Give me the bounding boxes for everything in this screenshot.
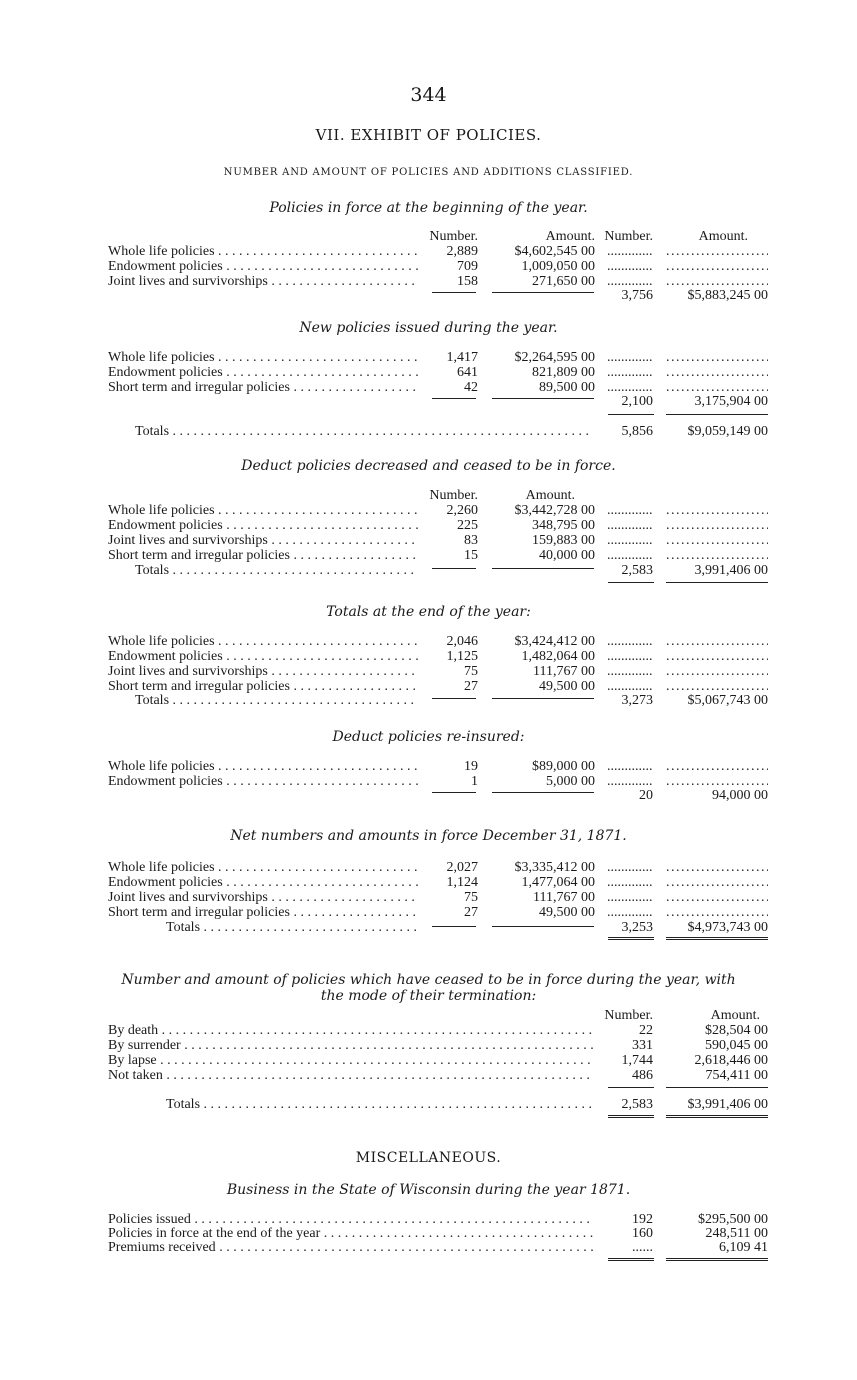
subtotal-amount: 94,000 00 — [712, 788, 768, 803]
sum-rule — [666, 582, 768, 583]
subtotal-number: 20 — [639, 788, 653, 803]
leader-dots — [607, 548, 653, 563]
row-label: Joint lives and survivorships . . . — [108, 533, 418, 548]
misc-subheading: Business in the State of Wisconsin during the year 1871. — [226, 1182, 631, 1198]
row-label: Whole life policies . . . — [108, 759, 418, 774]
row-number: 22 — [639, 1023, 653, 1038]
leader-dots — [666, 365, 768, 380]
row-label: Endowment policies . . . — [108, 774, 418, 789]
leader-dots — [607, 634, 653, 649]
subtotal-amount: 3,175,904 00 — [694, 394, 768, 409]
row-label: Endowment policies . . . — [108, 259, 418, 274]
row-amount: $89,000 00 — [532, 759, 595, 774]
leader-dots — [666, 259, 768, 274]
sum-rule — [666, 414, 768, 415]
table-row — [0, 875, 857, 890]
table-row — [0, 860, 857, 875]
totals-amount: $4,973,743 00 — [687, 920, 768, 935]
totals-row — [0, 1097, 857, 1112]
row-amount: 49,500 00 — [539, 905, 595, 920]
totals-label: Totals . . . — [166, 920, 418, 935]
col-header-number: Number. — [429, 488, 478, 503]
double-rule — [666, 1258, 768, 1261]
leader-dots — [607, 664, 653, 679]
row-label: Endowment policies . . . — [108, 649, 418, 664]
row-number: 42 — [464, 380, 478, 395]
table-row — [0, 679, 857, 694]
row-amount: $4,602,545 00 — [514, 244, 595, 259]
row-label: Policies in force at the end of the year . . . — [108, 1226, 593, 1241]
leader-dots — [607, 274, 653, 289]
row-number: 486 — [632, 1068, 653, 1083]
leader-dots — [607, 533, 653, 548]
row-label: Not taken . . . — [108, 1068, 593, 1083]
leader-dots — [666, 533, 768, 548]
row-number: 27 — [464, 679, 478, 694]
row-label: By surrender . . . — [108, 1038, 593, 1053]
row-amount: $295,500 00 — [698, 1212, 768, 1227]
row-number: 2,889 — [446, 244, 478, 259]
row-amount: 348,795 00 — [532, 518, 595, 533]
double-rule — [666, 937, 768, 940]
leader-dots — [666, 649, 768, 664]
totals-label: Totals . . . — [166, 1097, 596, 1112]
row-label: Short term and irregular policies . . . — [108, 380, 418, 395]
row-amount: 5,000 00 — [546, 774, 595, 789]
row-number: ...... — [632, 1240, 653, 1255]
row-amount: 40,000 00 — [539, 548, 595, 563]
leader-dots — [666, 380, 768, 395]
col-header-number: Number. — [604, 229, 653, 244]
row-label: Short term and irregular policies . . . — [108, 679, 418, 694]
row-amount: 590,045 00 — [705, 1038, 768, 1053]
leader-dots — [607, 503, 653, 518]
sum-rule — [608, 582, 654, 583]
row-amount: $3,424,412 00 — [514, 634, 595, 649]
leader-dots — [666, 664, 768, 679]
row-number: 2,260 — [446, 503, 478, 518]
subtotal-number: 2,100 — [621, 394, 653, 409]
leader-dots — [666, 548, 768, 563]
row-label: Endowment policies . . . — [108, 518, 418, 533]
row-number: 75 — [464, 664, 478, 679]
leader-dots — [666, 774, 768, 789]
row-label: Joint lives and survivorships . . . — [108, 664, 418, 679]
row-amount: 111,767 00 — [533, 890, 595, 905]
column-header-row — [0, 229, 857, 244]
row-number: 641 — [457, 365, 478, 380]
row-label: Whole life policies . . . — [108, 634, 418, 649]
leader-dots — [607, 774, 653, 789]
row-number: 709 — [457, 259, 478, 274]
totals-row — [0, 563, 857, 578]
leader-dots — [666, 274, 768, 289]
subtotal-number: 3,756 — [621, 288, 653, 303]
leader-dots — [607, 905, 653, 920]
totals-label: Totals . . . — [135, 424, 590, 439]
row-label: Joint lives and survivorships . . . — [108, 274, 418, 289]
section-heading-terminated: Number and amount of policies which have ceased to be in force during the year, with — [121, 972, 736, 988]
table-row — [0, 380, 857, 395]
leader-dots — [666, 350, 768, 365]
totals-amount: 3,991,406 00 — [694, 563, 768, 578]
section-heading-in-force-beginning: Policies in force at the beginning of the year. — [269, 200, 588, 216]
table-row — [0, 548, 857, 563]
leader-dots — [607, 259, 653, 274]
row-label: Whole life policies . . . — [108, 860, 418, 875]
row-number: 1,124 — [446, 875, 478, 890]
table-row — [0, 774, 857, 789]
table-row — [0, 259, 857, 274]
row-number: 19 — [464, 759, 478, 774]
row-label: Whole life policies . . . — [108, 503, 418, 518]
leader-dots — [666, 244, 768, 259]
totals-number: 2,583 — [621, 1097, 653, 1112]
row-number: 1 — [471, 774, 478, 789]
leader-dots — [666, 905, 768, 920]
leader-dots — [607, 380, 653, 395]
row-label: Endowment policies . . . — [108, 875, 418, 890]
double-rule — [608, 937, 654, 940]
sum-rule — [432, 926, 476, 927]
leader-dots — [666, 890, 768, 905]
leader-dots — [666, 860, 768, 875]
sum-rule — [492, 926, 594, 927]
totals-amount: $9,059,149 00 — [687, 424, 768, 439]
col-header-amount: Amount. — [525, 488, 575, 503]
totals-label: Totals . . . — [135, 563, 418, 578]
row-amount: 1,009,050 00 — [521, 259, 595, 274]
row-amount: 1,477,064 00 — [521, 875, 595, 890]
row-number: 160 — [632, 1226, 653, 1241]
table-row — [0, 890, 857, 905]
table-row — [0, 1068, 857, 1083]
leader-dots — [666, 679, 768, 694]
row-number: 2,027 — [446, 860, 478, 875]
row-number: 27 — [464, 905, 478, 920]
leader-dots — [607, 518, 653, 533]
leader-dots — [607, 875, 653, 890]
leader-dots — [607, 759, 653, 774]
row-number: 1,125 — [446, 649, 478, 664]
row-label: Short term and irregular policies . . . — [108, 905, 418, 920]
totals-row — [0, 424, 857, 439]
table-row — [0, 664, 857, 679]
row-amount: $3,442,728 00 — [514, 503, 595, 518]
section-heading-terminated-cont: the mode of their termination: — [320, 988, 537, 1004]
row-amount: 754,411 00 — [705, 1068, 768, 1083]
row-amount: 49,500 00 — [539, 679, 595, 694]
row-number: 331 — [632, 1038, 653, 1053]
page-subtitle: NUMBER AND AMOUNT OF POLICIES AND ADDITIONS CLASSIFIED. — [223, 167, 634, 178]
leader-dots — [607, 244, 653, 259]
row-amount: 271,650 00 — [532, 274, 595, 289]
table-row — [0, 350, 857, 365]
table-row — [0, 905, 857, 920]
section-heading-deduct-ceased: Deduct policies decreased and ceased to be in force. — [241, 458, 616, 474]
table-row — [0, 1240, 857, 1255]
leader-dots — [666, 503, 768, 518]
row-amount: 1,482,064 00 — [521, 649, 595, 664]
subtotal-row — [0, 394, 857, 409]
leader-dots — [666, 518, 768, 533]
col-header-number: Number. — [429, 229, 478, 244]
totals-number: 3,273 — [621, 693, 653, 708]
col-header-number: Number. — [604, 1008, 653, 1023]
totals-row — [0, 920, 857, 935]
totals-row — [0, 693, 857, 708]
row-label: Joint lives and survivorships . . . — [108, 890, 418, 905]
row-label: By lapse . . . — [108, 1053, 593, 1068]
column-header-row — [0, 1008, 857, 1023]
row-amount: 2,618,446 00 — [694, 1053, 768, 1068]
leader-dots — [666, 759, 768, 774]
leader-dots — [666, 875, 768, 890]
table-row — [0, 1226, 857, 1241]
col-header-amount: Amount. — [545, 229, 595, 244]
subtotal-row — [0, 788, 857, 803]
row-number: 83 — [464, 533, 478, 548]
row-number: 1,744 — [621, 1053, 653, 1068]
row-amount: $2,264,595 00 — [514, 350, 595, 365]
sum-rule — [608, 1087, 654, 1088]
section-heading-end-of-year: Totals at the end of the year: — [326, 604, 531, 620]
table-row — [0, 274, 857, 289]
row-label: Whole life policies . . . — [108, 350, 418, 365]
row-label: Policies issued . . . — [108, 1212, 593, 1227]
leader-dots — [607, 365, 653, 380]
totals-amount: $3,991,406 00 — [687, 1097, 768, 1112]
table-row — [0, 533, 857, 548]
sum-rule — [492, 568, 594, 569]
row-amount: 89,500 00 — [539, 380, 595, 395]
column-header-row — [0, 488, 857, 503]
row-amount: $3,335,412 00 — [514, 860, 595, 875]
row-label: Premiums received . . . — [108, 1240, 593, 1255]
row-amount: 821,809 00 — [532, 365, 595, 380]
sum-rule — [432, 698, 476, 699]
table-row — [0, 1038, 857, 1053]
sum-rule — [608, 414, 654, 415]
table-row — [0, 649, 857, 664]
row-number: 75 — [464, 890, 478, 905]
row-number: 2,046 — [446, 634, 478, 649]
col-header-amount: Amount. — [710, 1008, 760, 1023]
row-number: 192 — [632, 1212, 653, 1227]
page-number: 344 — [410, 84, 447, 106]
row-number: 1,417 — [446, 350, 478, 365]
table-row — [0, 1212, 857, 1227]
row-label: Endowment policies . . . — [108, 365, 418, 380]
table-row — [0, 1023, 857, 1038]
double-rule — [608, 1258, 654, 1261]
row-amount: $28,504 00 — [705, 1023, 768, 1038]
section-heading-reinsured: Deduct policies re-insured: — [332, 729, 525, 745]
totals-amount: $5,067,743 00 — [687, 693, 768, 708]
sum-rule — [666, 1087, 768, 1088]
table-row — [0, 503, 857, 518]
table-row — [0, 365, 857, 380]
row-amount: 6,109 41 — [719, 1240, 768, 1255]
subtotal-amount: $5,883,245 00 — [687, 288, 768, 303]
table-row — [0, 634, 857, 649]
table-row — [0, 518, 857, 533]
table-row — [0, 244, 857, 259]
section-heading-new-policies: New policies issued during the year. — [299, 320, 558, 336]
page-title: VII. EXHIBIT OF POLICIES. — [315, 126, 542, 144]
totals-number: 5,856 — [621, 424, 653, 439]
row-label: Short term and irregular policies . . . — [108, 548, 418, 563]
double-rule — [666, 1115, 768, 1118]
section-heading-net-in-force: Net numbers and amounts in force December 31, 1871. — [230, 828, 627, 844]
leader-dots — [607, 350, 653, 365]
row-amount: 111,767 00 — [533, 664, 595, 679]
col-header-amount: Amount. — [698, 229, 748, 244]
totals-label: Totals . . . — [135, 693, 418, 708]
row-label: Whole life policies . . . — [108, 244, 418, 259]
sum-rule — [492, 698, 594, 699]
row-label: By death . . . — [108, 1023, 593, 1038]
misc-heading: MISCELLANEOUS. — [355, 1150, 502, 1166]
subtotal-row — [0, 288, 857, 303]
row-number: 158 — [457, 274, 478, 289]
totals-number: 2,583 — [621, 563, 653, 578]
double-rule — [608, 1115, 654, 1118]
leader-dots — [666, 634, 768, 649]
totals-number: 3,253 — [621, 920, 653, 935]
table-row — [0, 1053, 857, 1068]
row-number: 225 — [457, 518, 478, 533]
table-row — [0, 759, 857, 774]
row-amount: 248,511 00 — [705, 1226, 768, 1241]
leader-dots — [607, 649, 653, 664]
leader-dots — [607, 890, 653, 905]
row-number: 15 — [464, 548, 478, 563]
sum-rule — [432, 568, 476, 569]
leader-dots — [607, 679, 653, 694]
leader-dots — [607, 860, 653, 875]
row-amount: 159,883 00 — [532, 533, 595, 548]
